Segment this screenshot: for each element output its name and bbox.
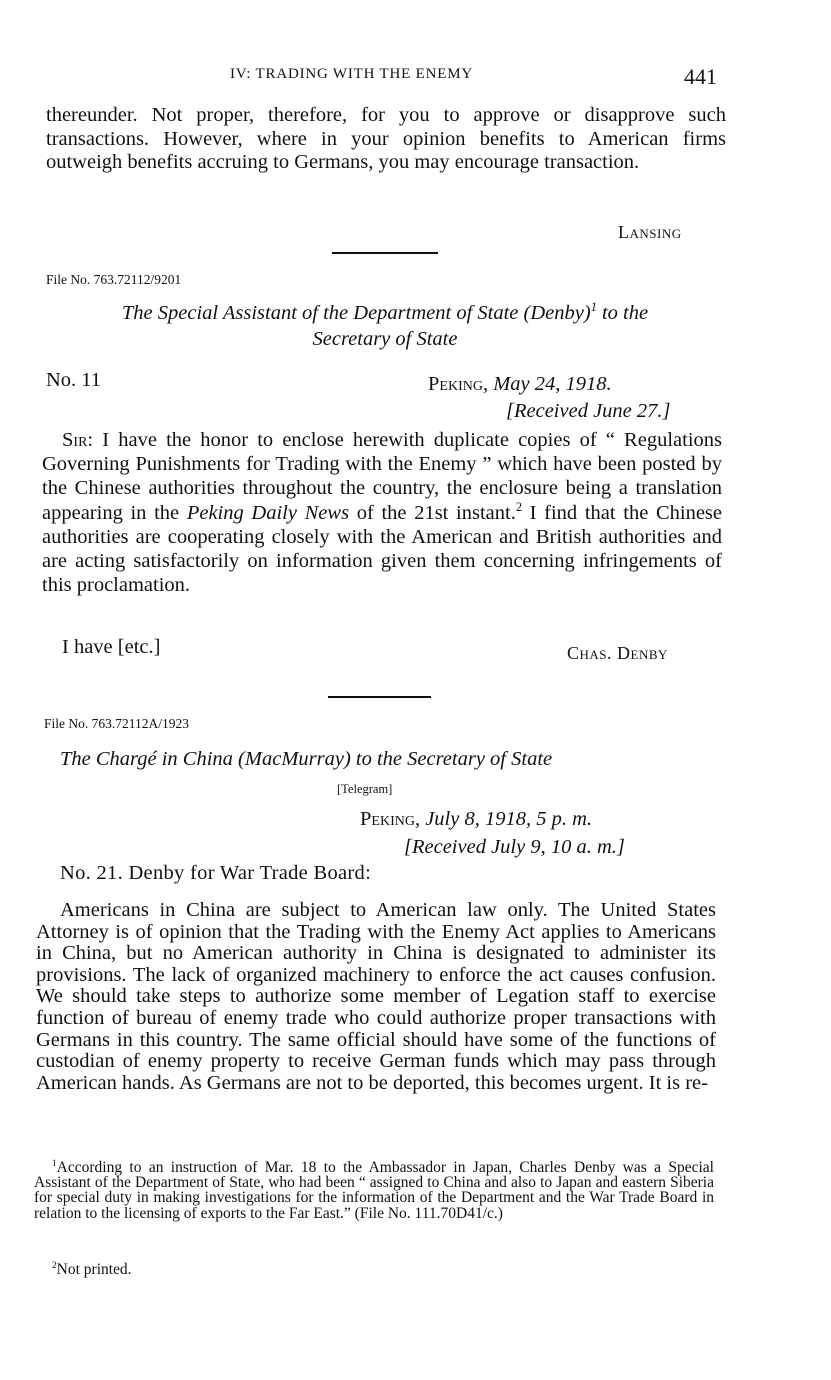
running-header: IV: TRADING WITH THE ENEMY (230, 66, 473, 82)
footnote-text: According to an instruction of Mar. 18 to the Ambassador in Japan, Charles Denby was a Special Assistant of the Department of State, who had been “ assigned to China and also to Japan and eastern Siberia for special duty in making investigations for the information of the Department and the War Trade Board in relation to the licensing of exports to the Far East.” (File No. 111.70D41/c.) (34, 1159, 714, 1222)
footnote-ref: 1 (590, 300, 597, 315)
dateline-place: Peking, (360, 808, 421, 830)
telegram-body: Americans in China are subject to American law only. The United States Attorney is of opinion that the Trading with the Enemy Act applies to Americans in China, but no American authority in China is designated to administer its provisions. The lack of organized machinery to enforce the act causes confusion. We should take steps to authorize some member of Legation staff to exercise function of bureau of enemy trade who could authorize proper transactions with Germans in this country. The same official should have some of the functions of custodian of enemy property to receive German funds which may pass through American hands. As Germans are not to be deported, this becomes urgent. It is re- (36, 899, 716, 1094)
newspaper-name: Peking Daily News (186, 501, 350, 524)
letter-text: I find that the Chinese authorities are cooperating closely with the American and British authorities and are acting satisfactorily on information given them concerning infringements of this proclamation. (42, 501, 723, 597)
title-part: The Special Assistant of the Department of State ( (121, 302, 531, 324)
section-divider (328, 696, 431, 698)
document-number: No. 11 (46, 369, 102, 391)
title-line-2: Secretary of State (312, 328, 458, 350)
file-number: File No. 763.72112/9201 (46, 272, 182, 287)
continuation-paragraph: thereunder. Not proper, therefore, for you to approve or disapprove such transactions. However, where in your opinion benefits to American firms outweigh benefits accruing to Germans, you may encourage transaction. (46, 104, 726, 174)
title-part: ) (583, 302, 591, 324)
salutation: Sir: (62, 429, 94, 451)
dateline (428, 373, 612, 396)
received-date: [Received June 27.] (506, 400, 671, 422)
footnote-1 (34, 1160, 714, 1221)
telegram-label: [Telegram] (337, 782, 393, 796)
footnote-ref: 2 (515, 499, 522, 514)
title-name: Denby (530, 302, 584, 324)
footnote-2 (52, 1262, 132, 1277)
file-number: File No. 763.72112A/1923 (44, 716, 189, 731)
footnote-text: Not printed. (56, 1261, 132, 1278)
footnote-mark: 2 (52, 1260, 57, 1271)
title-part: ) to the Secretary of State (343, 748, 553, 770)
signature-lansing: Lansing (618, 222, 682, 242)
dateline-place: Peking, (428, 373, 489, 395)
dateline (360, 808, 592, 831)
document-title (40, 300, 730, 352)
letter-text: of the 21st instant. (349, 501, 516, 524)
footnote-mark: 1 (52, 1158, 57, 1169)
dateline-date: May 24, 1918. (493, 373, 612, 395)
page-number: 441 (684, 64, 717, 89)
letter-text: I have the honor to enclose herewith duplicate copies of “ Regulations Governing Punishments for Trading with the Enemy ” which have been posted by the Chinese authorities throughout the country, the enclosure being a translation appearing in the (42, 429, 722, 524)
closing: I have [etc.] (62, 636, 161, 658)
section-divider (332, 252, 438, 254)
title-part: to the (596, 302, 649, 324)
telegram-heading: No. 21. Denby for War Trade Board: (60, 862, 372, 884)
title-name: MacMurray (244, 748, 344, 770)
document-title (60, 746, 700, 772)
title-part: The Chargé in China ( (60, 748, 245, 770)
received-date: [Received July 9, 10 a. m.] (404, 836, 625, 858)
signature-denby: Chas. Denby (567, 643, 668, 663)
letter-body (42, 428, 722, 597)
dateline-date: July 8, 1918, 5 p. m. (425, 808, 593, 830)
